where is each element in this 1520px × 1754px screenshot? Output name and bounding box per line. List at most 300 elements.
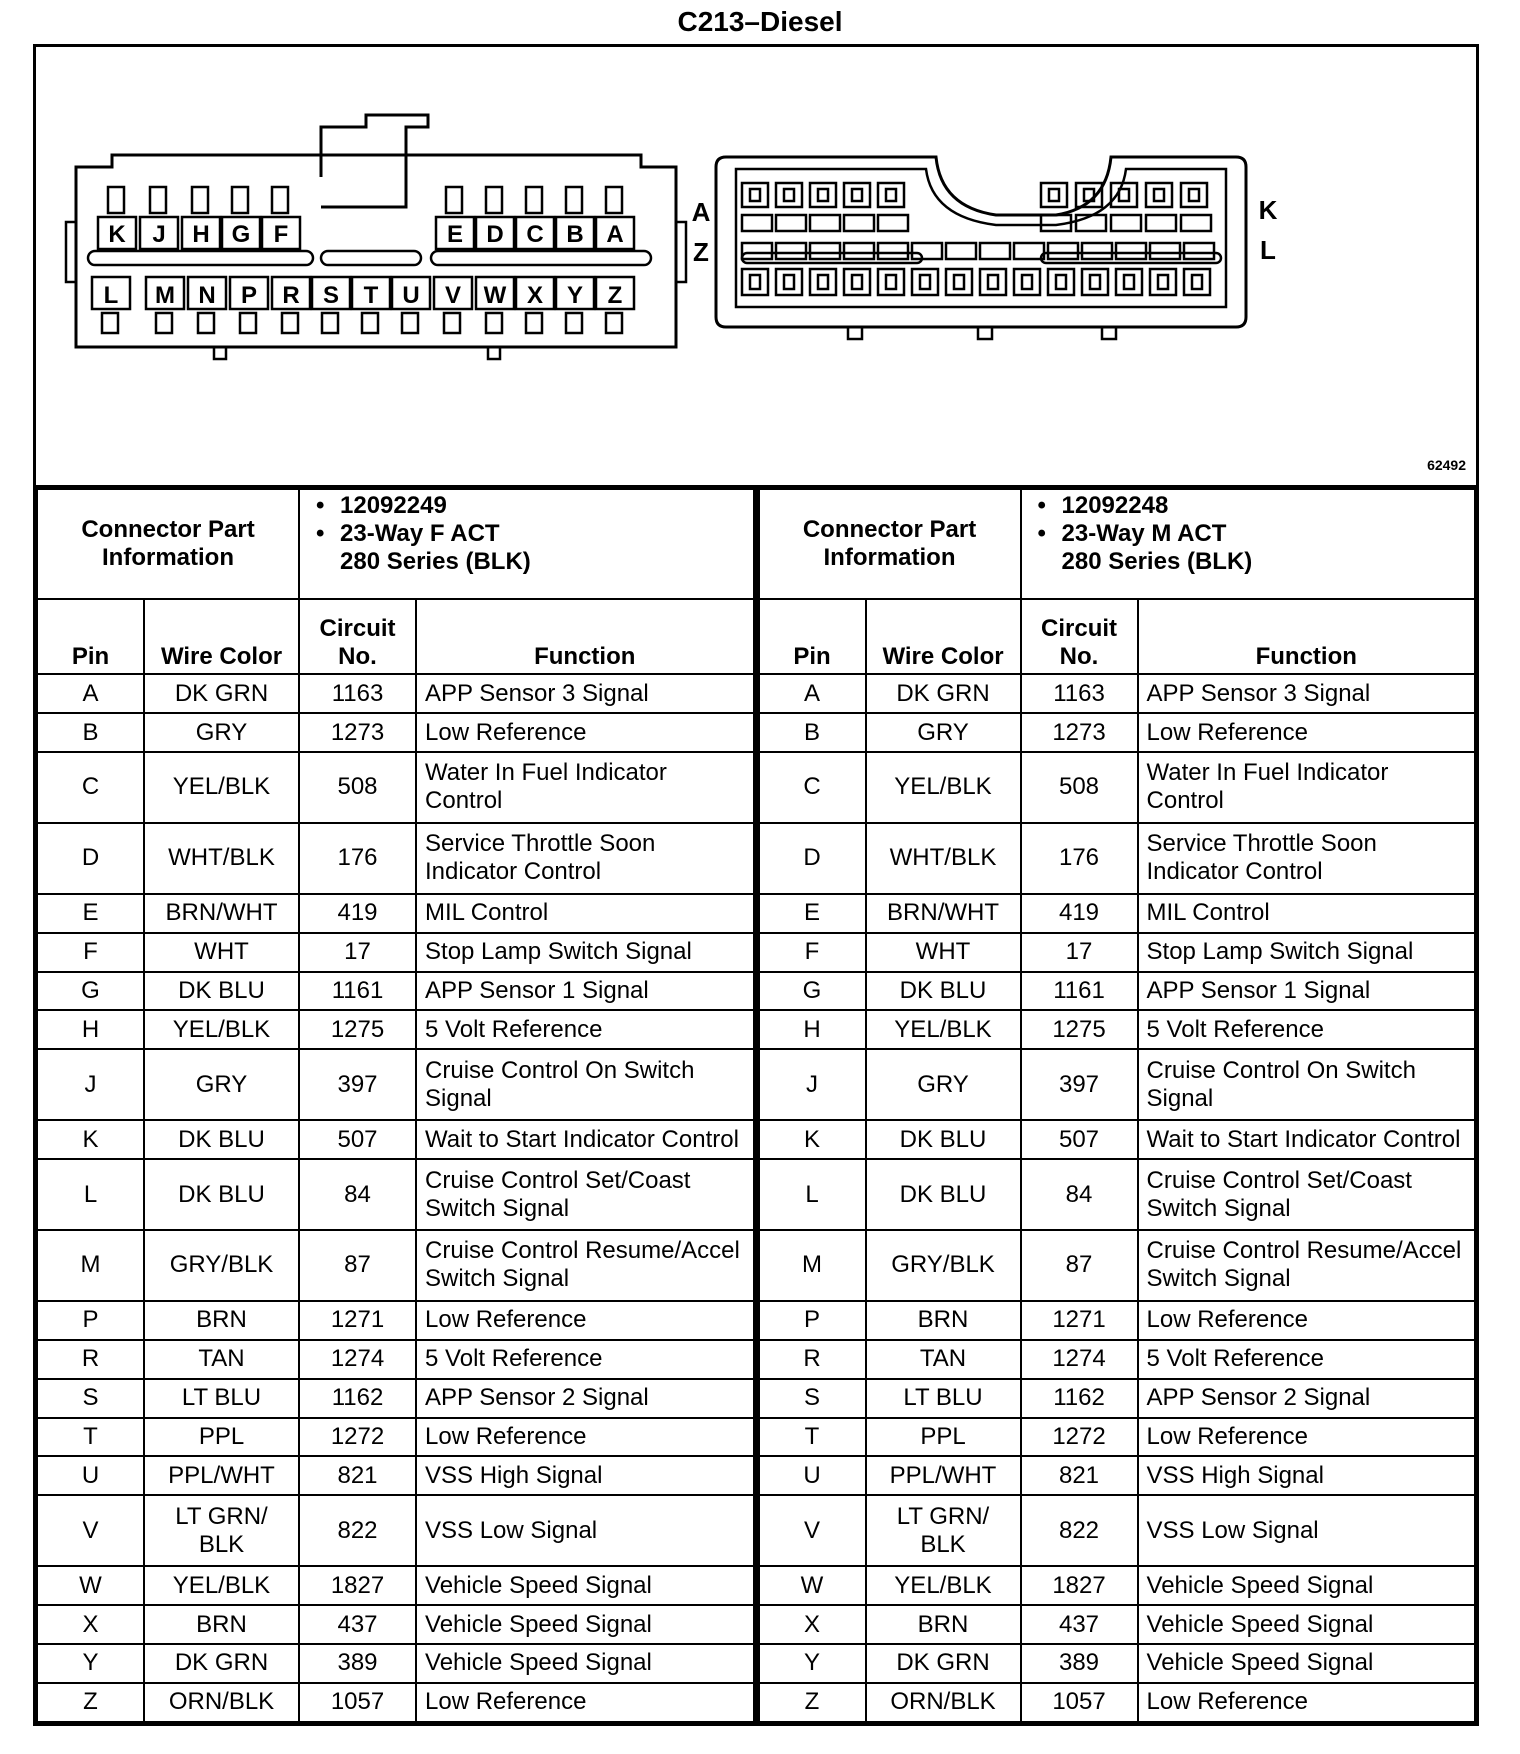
pin-terminal [486,187,502,213]
pin-cell: T [759,1418,866,1457]
pin-label: N [198,282,216,309]
pin-cavity [810,183,836,207]
function-cell: Low Reference [416,713,753,752]
function-cell: Low Reference [416,1301,753,1340]
pin-terminal [526,187,542,213]
circuit-cell: 1162 [1021,1379,1138,1418]
function-cell: Water In Fuel Indicator Control [416,752,753,823]
pin-cavity [1082,269,1108,295]
function-cell: Cruise Control Set/Coast Switch Signal [1138,1159,1475,1230]
pin-cell: E [37,894,144,933]
circuit-cell: 1162 [299,1379,416,1418]
function-cell: Low Reference [416,1418,753,1457]
pin-terminal [1154,189,1164,201]
pin-cell: X [37,1605,144,1644]
circuit-cell: 821 [299,1456,416,1495]
table-row [37,1340,754,1379]
pin-cell: S [37,1379,144,1418]
pin-terminal [1056,275,1066,289]
pin-terminal [886,189,896,201]
pin-cell: V [759,1495,866,1566]
pin-cavity [1150,269,1176,295]
wire-color-cell: DK GRN [866,674,1021,713]
wire-color-cell: GRY/BLK [144,1230,299,1301]
circuit-cell: 87 [299,1230,416,1301]
circuit-cell: 1275 [1021,1010,1138,1049]
wire-color-cell: PPL [866,1418,1021,1457]
table-row [759,1379,1476,1418]
circuit-cell: 17 [299,933,416,972]
pin-cell: E [759,894,866,933]
function-cell: Low Reference [1138,713,1475,752]
function-cell: Vehicle Speed Signal [1138,1605,1475,1644]
pin-label: T [363,282,379,309]
pin-cell: M [759,1230,866,1301]
pin-label: V [444,282,462,309]
info-list [1021,489,1475,599]
function-cell: Vehicle Speed Signal [1138,1644,1475,1683]
function-cell: 5 Volt Reference [1138,1340,1475,1379]
pin-cell: Z [759,1683,866,1722]
connector-side-label: Z [693,237,709,267]
circuit-cell: 1827 [299,1566,416,1605]
circuit-cell: 397 [299,1049,416,1120]
table-row [37,1159,754,1230]
circuit-cell: 1163 [1021,674,1138,713]
circuit-cell: 1161 [299,972,416,1011]
function-cell: Low Reference [1138,1418,1475,1457]
pin-label: R [282,282,300,309]
pin-label: Z [607,282,623,309]
table-row [37,1683,754,1722]
pin-cell: Z [37,1683,144,1722]
pin-cell: W [759,1566,866,1605]
part-number: • 12092249 [340,492,744,520]
circuit-cell: 1274 [299,1340,416,1379]
function-cell: APP Sensor 2 Signal [1138,1379,1475,1418]
circuit-header: Circuit No. [1021,599,1138,675]
wire-color-cell: DK BLU [866,1159,1021,1230]
pin-terminal [486,313,502,333]
pin-cell: R [37,1340,144,1379]
table-row [37,1301,754,1340]
table-row [759,1230,1476,1301]
pin-cavity [742,183,768,207]
pin-terminal [852,275,862,289]
pin-slot [1111,215,1141,231]
table-row [759,1301,1476,1340]
pin-terminal [750,275,760,289]
wire-color-cell: PPL/WHT [866,1456,1021,1495]
table-row [37,823,754,894]
circuit-cell: 1057 [299,1683,416,1722]
function-cell: Vehicle Speed Signal [1138,1566,1475,1605]
pin-cell: T [37,1418,144,1457]
right-foot [978,327,992,339]
right-connector-table [755,488,1477,1723]
header-row [37,599,754,675]
circuit-cell: 1163 [299,674,416,713]
part-number: • 12092248 [1062,492,1466,520]
wire-color-cell: DK BLU [144,1120,299,1159]
pin-terminal [362,313,378,333]
wire-color-cell: WHT [144,933,299,972]
pin-terminal [606,313,622,333]
wire-color-cell: LT GRN/ BLK [866,1495,1021,1566]
pinout-table-right [758,488,1477,1723]
connector-figure [36,47,1476,488]
part-type: • 23-Way M ACT [1062,520,1466,548]
pin-label: B [566,221,584,248]
table-row [759,1159,1476,1230]
page-title: C213–Diesel [677,6,843,37]
table-row [37,713,754,752]
pin-terminal [1022,275,1032,289]
pin-terminal [198,313,214,333]
wire-color-cell: YEL/BLK [866,752,1021,823]
pin-cell: A [37,674,144,713]
circuit-cell: 1273 [299,713,416,752]
info-label: Connector Part Information [37,489,299,599]
pin-terminal [1189,189,1199,201]
function-cell: APP Sensor 3 Signal [416,674,753,713]
info-label: Connector Part Information [759,489,1021,599]
left-connector-table [36,488,755,1723]
pin-cell: U [37,1456,144,1495]
pin-label: A [606,221,624,248]
pin-label: H [192,221,210,248]
wire-color-cell: DK BLU [144,972,299,1011]
pin-terminal [1158,275,1168,289]
table-row [759,1010,1476,1049]
pin-slot [1076,215,1106,231]
wire-color-cell: GRY/BLK [866,1230,1021,1301]
pin-slot [810,243,840,259]
table-row [37,674,754,713]
pin-cell: B [37,713,144,752]
circuit-cell: 17 [1021,933,1138,972]
pin-label: G [231,221,251,248]
circuit-cell: 1827 [1021,1566,1138,1605]
table-row [759,1605,1476,1644]
wire-color-cell: ORN/BLK [866,1683,1021,1722]
wire-color-cell: BRN/WHT [144,894,299,933]
right-foot [1102,327,1116,339]
table-row [37,1230,754,1301]
pin-cell: G [759,972,866,1011]
pin-header: Pin [37,599,144,675]
function-cell: APP Sensor 2 Signal [416,1379,753,1418]
pin-label: L [103,282,119,309]
figure-id: 62492 [1427,457,1466,473]
pin-cell: D [759,823,866,894]
pin-cell: F [37,933,144,972]
circuit-cell: 87 [1021,1230,1138,1301]
pin-cell: S [759,1379,866,1418]
pin-slot [1116,243,1146,259]
pin-cavity [878,269,904,295]
wire-color-cell: BRN/WHT [866,894,1021,933]
pin-terminal [606,187,622,213]
info-row [37,489,754,599]
wire-color-header: Wire Color [144,599,299,675]
circuit-cell: 84 [1021,1159,1138,1230]
pin-slot [1181,215,1211,231]
function-cell: Vehicle Speed Signal [416,1644,753,1683]
pin-terminal [1124,275,1134,289]
pin-slot [844,215,874,231]
pin-label: K [108,221,126,248]
pin-cell: X [759,1605,866,1644]
wire-color-cell: DK GRN [866,1644,1021,1683]
circuit-cell: 389 [299,1644,416,1683]
wire-color-cell: TAN [866,1340,1021,1379]
function-cell: Low Reference [1138,1683,1475,1722]
table-row [759,1456,1476,1495]
circuit-cell: 397 [1021,1049,1138,1120]
pin-terminal [818,189,828,201]
circuit-cell: 1273 [1021,713,1138,752]
wire-color-cell: DK GRN [144,1644,299,1683]
pin-label: F [273,221,289,248]
table-row [759,1644,1476,1683]
function-cell: Cruise Control On Switch Signal [1138,1049,1475,1120]
pin-slot [776,243,806,259]
pin-terminal [282,313,298,333]
pin-terminal [988,275,998,289]
pin-cavity [1116,269,1142,295]
circuit-cell: 821 [1021,1456,1138,1495]
pin-label: W [483,282,507,309]
table-row [759,972,1476,1011]
circuit-cell: 176 [1021,823,1138,894]
table-row [759,713,1476,752]
pin-cavity [1111,183,1137,207]
pin-terminal [784,189,794,201]
pin-terminal [232,187,248,213]
table-row [759,752,1476,823]
connector-side-label: L [1260,235,1276,265]
table-row [37,1456,754,1495]
pin-cell: A [759,674,866,713]
wire-color-cell: WHT [866,933,1021,972]
pin-cell: D [37,823,144,894]
pin-cell: F [759,933,866,972]
pin-cell: H [37,1010,144,1049]
wire-color-cell: DK BLU [866,972,1021,1011]
table-row [37,933,754,972]
function-cell: VSS High Signal [1138,1456,1475,1495]
table-row [759,933,1476,972]
left-separator [88,251,313,265]
wire-color-cell: YEL/BLK [144,1566,299,1605]
pin-cell: Y [37,1644,144,1683]
pin-label: U [402,282,420,309]
pin-cavity [1014,269,1040,295]
pin-cavity [844,269,870,295]
wire-color-cell: YEL/BLK [144,752,299,823]
table-row [37,1605,754,1644]
wire-color-cell: DK BLU [144,1159,299,1230]
pin-terminal [1049,189,1059,201]
circuit-cell: 822 [299,1495,416,1566]
pin-cell: Y [759,1644,866,1683]
circuit-cell: 437 [1021,1605,1138,1644]
wire-color-cell: LT BLU [866,1379,1021,1418]
connector-drawings [36,47,1476,485]
wire-color-cell: BRN [866,1605,1021,1644]
pin-terminal [566,313,582,333]
function-cell: Service Throttle Soon Indicator Control [1138,823,1475,894]
pin-cell: P [759,1301,866,1340]
pin-slot [742,215,772,231]
table-row [759,1340,1476,1379]
pin-label: S [322,282,340,309]
pin-cavity [810,269,836,295]
pin-slot [1048,243,1078,259]
function-cell: Vehicle Speed Signal [416,1605,753,1644]
pin-terminal [402,313,418,333]
pin-terminal [322,313,338,333]
wire-color-cell: GRY [144,713,299,752]
function-cell: 5 Volt Reference [416,1010,753,1049]
pin-terminal [240,313,256,333]
table-row [37,1120,754,1159]
pin-slot [946,243,976,259]
function-cell: Wait to Start Indicator Control [416,1120,753,1159]
pin-cavity [1181,183,1207,207]
table-row [37,1010,754,1049]
wire-color-cell: PPL [144,1418,299,1457]
pin-cell: K [37,1120,144,1159]
function-header: Function [1138,599,1475,675]
pin-terminal [156,313,172,333]
pin-slot [878,215,908,231]
pin-cavity [844,183,870,207]
pin-cavity [946,269,972,295]
pin-terminal [1192,275,1202,289]
circuit-cell: 1271 [1021,1301,1138,1340]
function-cell: VSS Low Signal [1138,1495,1475,1566]
wire-color-cell: LT GRN/ BLK [144,1495,299,1566]
part-series: 280 Series (BLK) [1061,548,1253,575]
circuit-cell: 1271 [299,1301,416,1340]
pin-cell: L [37,1159,144,1230]
function-cell: Water In Fuel Indicator Control [1138,752,1475,823]
circuit-cell: 1161 [1021,972,1138,1011]
circuit-cell: 1274 [1021,1340,1138,1379]
function-cell: Cruise Control Resume/Accel Switch Signal [1138,1230,1475,1301]
wire-color-cell: WHT/BLK [866,823,1021,894]
pin-cell: L [759,1159,866,1230]
pin-slot [980,243,1010,259]
pinout-table-left [36,488,755,1723]
wire-color-cell: GRY [144,1049,299,1120]
circuit-cell: 507 [1021,1120,1138,1159]
pin-slot [1014,243,1044,259]
pin-label: X [526,282,544,309]
pin-label: M [155,282,175,309]
wire-color-cell: ORN/BLK [144,1683,299,1722]
connector-side-label: A [691,197,711,227]
pin-label: D [486,221,504,248]
pin-cavity [776,269,802,295]
pin-terminal [192,187,208,213]
pin-cell: V [37,1495,144,1566]
pin-label: J [152,221,166,248]
pin-slot [1150,243,1180,259]
function-header: Function [416,599,753,675]
pin-cavity [1184,269,1210,295]
pin-terminal [526,313,542,333]
wire-color-cell: GRY [866,1049,1021,1120]
left-separator [431,251,651,265]
pin-label: C [526,221,544,248]
pinout-tables [36,488,1476,1723]
left-foot [214,347,226,359]
pin-label: E [446,221,464,248]
table-row [759,1418,1476,1457]
pin-terminal [750,189,760,201]
function-cell: APP Sensor 3 Signal [1138,674,1475,713]
table-row [759,1495,1476,1566]
wire-color-cell: WHT/BLK [144,823,299,894]
pin-terminal [272,187,288,213]
pin-slot [776,215,806,231]
function-cell: Low Reference [416,1683,753,1722]
function-cell: Stop Lamp Switch Signal [416,933,753,972]
function-cell: MIL Control [416,894,753,933]
pin-terminal [1090,275,1100,289]
circuit-cell: 508 [299,752,416,823]
pin-label: P [240,282,258,309]
function-cell: Stop Lamp Switch Signal [1138,933,1475,972]
table-row [37,1379,754,1418]
wire-color-cell: PPL/WHT [144,1456,299,1495]
function-cell: VSS High Signal [416,1456,753,1495]
circuit-cell: 1272 [299,1418,416,1457]
connector-side-label: K [1258,195,1278,225]
pin-slot [1146,215,1176,231]
pin-slot [844,243,874,259]
table-row [37,1495,754,1566]
table-row [759,1683,1476,1722]
wire-color-cell: YEL/BLK [144,1010,299,1049]
pin-cell: M [37,1230,144,1301]
pin-cell: J [759,1049,866,1120]
pin-terminal [108,187,124,213]
function-cell: APP Sensor 1 Signal [416,972,753,1011]
circuit-cell: 1272 [1021,1418,1138,1457]
pin-cell: J [37,1049,144,1120]
function-cell: Cruise Control Resume/Accel Switch Signal [416,1230,753,1301]
pin-cell: B [759,713,866,752]
pin-slot [878,243,908,259]
function-cell: Cruise Control Set/Coast Switch Signal [416,1159,753,1230]
pin-cavity [776,183,802,207]
wire-color-cell: GRY [866,713,1021,752]
pin-cell: G [37,972,144,1011]
pin-cavity [1048,269,1074,295]
part-series: 280 Series (BLK) [340,548,531,575]
pin-terminal [954,275,964,289]
table-row [37,1566,754,1605]
table-row [37,894,754,933]
function-cell: APP Sensor 1 Signal [1138,972,1475,1011]
pin-cavity [742,269,768,295]
table-row [37,752,754,823]
wire-color-cell: YEL/BLK [866,1566,1021,1605]
